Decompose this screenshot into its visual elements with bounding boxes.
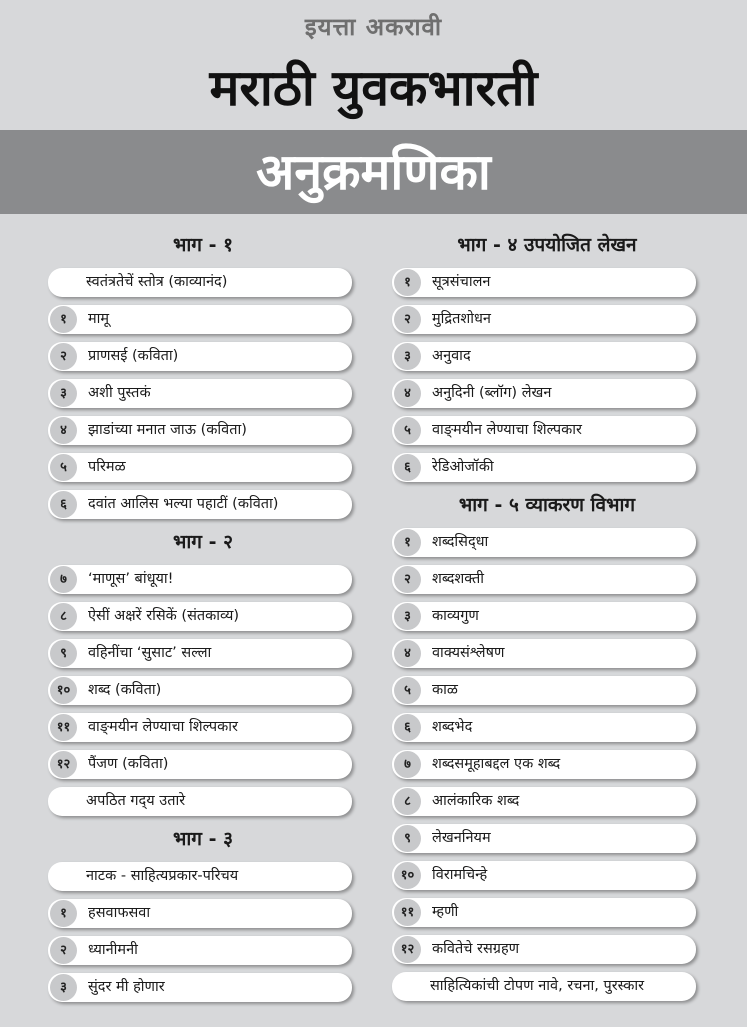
entry-number-badge: ३	[50, 974, 77, 1001]
entry-title: झाडांच्या मनात जाऊ (कविता)	[88, 422, 247, 438]
entry-number-badge: २	[50, 937, 77, 964]
entry-title: साहित्यिकांची टोपण नावे, रचना, पुरस्कार	[430, 978, 645, 994]
contents-entry[interactable]	[392, 676, 696, 705]
entry-title: नाटक - साहित्यप्रकार-परिचय	[86, 868, 239, 884]
contents-entry[interactable]	[48, 565, 352, 594]
contents-entry[interactable]	[392, 824, 696, 853]
entry-number-badge: ५	[394, 677, 421, 704]
entry-number-badge: १	[50, 900, 77, 927]
section-heading: भाग - ३	[173, 828, 233, 850]
section-heading: भाग - ४ उपयोजित लेखन	[457, 234, 637, 256]
entry-title: स्वतंत्रतेचें स्तोत्र (काव्यानंद)	[86, 274, 228, 290]
entry-title: अशी पुस्तकं	[88, 385, 151, 401]
contents-entry[interactable]	[48, 676, 352, 705]
entry-number-badge: २	[50, 343, 77, 370]
right-column	[392, 226, 702, 1009]
entry-number-badge: ११	[50, 714, 77, 741]
contents-entry[interactable]	[392, 935, 696, 964]
contents-entry[interactable]	[48, 379, 352, 408]
contents-entry[interactable]	[392, 565, 696, 594]
contents-entry[interactable]	[392, 713, 696, 742]
entry-number-badge: १२	[50, 751, 77, 778]
contents-entry[interactable]	[48, 862, 352, 891]
entry-number-badge: ७	[394, 751, 421, 778]
entry-title: रेडिओजॉकी	[432, 459, 494, 475]
entry-title: अपठित गद्‌य उतारे	[86, 793, 186, 809]
contents-entry[interactable]	[48, 490, 352, 519]
entry-number-badge: १०	[394, 862, 421, 889]
entry-number-badge: ८	[394, 788, 421, 815]
entry-title: लेखननियम	[432, 830, 491, 846]
entry-title: शब्दभेद	[432, 719, 473, 735]
contents-entry[interactable]	[48, 639, 352, 668]
entry-number-badge: ३	[394, 603, 421, 630]
entry-number-badge: ९	[50, 640, 77, 667]
entry-title: आलंकारिक शब्द	[432, 793, 520, 809]
contents-entry[interactable]	[48, 973, 352, 1002]
entry-title: मामू	[88, 311, 110, 327]
entry-title: सूत्रसंचालन	[432, 274, 491, 290]
entry-title: शब्दशक्ती	[432, 571, 485, 587]
entry-number-badge: ११	[394, 899, 421, 926]
entry-number-badge: ३	[394, 343, 421, 370]
contents-entry[interactable]	[48, 602, 352, 631]
contents-entry[interactable]	[392, 342, 696, 371]
entry-title: शब्दसिद्‌धा	[432, 534, 489, 550]
section-heading: भाग - २	[173, 531, 233, 553]
entry-number-badge: ६	[50, 491, 77, 518]
contents-entry[interactable]	[48, 936, 352, 965]
entry-title: अनुदिनी (ब्लॉग) लेखन	[432, 385, 552, 401]
entry-title: वाङ्‌मयीन लेण्याचा शिल्पकार	[88, 719, 238, 735]
book-title: मराठी युवकभारती	[209, 59, 538, 117]
contents-entry[interactable]	[392, 528, 696, 557]
entry-number-badge: १	[394, 269, 421, 296]
entry-title: काव्यगुण	[432, 608, 479, 624]
entry-title: ध्यानीमनी	[88, 942, 138, 958]
entry-title: सुंदर मी होणार	[88, 979, 165, 995]
class-subtitle: इयत्ता अकरावी	[304, 13, 443, 41]
contents-entry[interactable]	[392, 416, 696, 445]
entry-number-badge: ६	[394, 714, 421, 741]
contents-entry[interactable]	[48, 787, 352, 816]
entry-number-badge: ९	[394, 825, 421, 852]
entry-title: काळ	[432, 682, 458, 698]
entry-title: पैंजण (कविता)	[88, 756, 169, 772]
contents-entry[interactable]	[392, 639, 696, 668]
entry-title: ‘माणूस’ बांधूया!	[88, 571, 174, 587]
left-column	[48, 226, 358, 1010]
entry-number-badge: २	[394, 306, 421, 333]
entry-title: शब्द (कविता)	[88, 682, 162, 698]
entry-number-badge: ५	[50, 454, 77, 481]
entry-number-badge: १०	[50, 677, 77, 704]
contents-entry[interactable]	[48, 342, 352, 371]
contents-entry[interactable]	[48, 713, 352, 742]
contents-heading: अनुक्रमणिका	[256, 143, 491, 201]
contents-entry[interactable]	[392, 750, 696, 779]
contents-entry[interactable]	[48, 453, 352, 482]
entry-title: प्राणसई (कविता)	[88, 348, 179, 364]
entry-title: परिमळ	[88, 459, 126, 475]
entry-title: ऐसीं अक्षरें रसिकें (संतकाव्य)	[88, 608, 240, 624]
entry-number-badge: १	[394, 529, 421, 556]
entry-number-badge: ७	[50, 566, 77, 593]
contents-entry[interactable]	[48, 899, 352, 928]
entry-title: कवितेचे रसग्रहण	[432, 941, 520, 957]
entry-title: अनुवाद	[432, 348, 471, 364]
contents-banner	[0, 130, 747, 214]
entry-number-badge: २	[394, 566, 421, 593]
contents-entry[interactable]	[392, 305, 696, 334]
contents-entry[interactable]	[392, 379, 696, 408]
contents-entry[interactable]	[392, 787, 696, 816]
contents-entry[interactable]	[48, 750, 352, 779]
contents-entry[interactable]	[392, 602, 696, 631]
entry-number-badge: ४	[50, 417, 77, 444]
contents-entry[interactable]	[392, 861, 696, 890]
entry-number-badge: ४	[394, 380, 421, 407]
section-heading: भाग - ५ व्याकरण विभाग	[458, 494, 636, 516]
entry-number-badge: ६	[394, 454, 421, 481]
contents-entry[interactable]	[48, 416, 352, 445]
contents-entry[interactable]	[48, 305, 352, 334]
entry-title: मुद्रितशोधन	[432, 311, 491, 327]
contents-entry[interactable]	[392, 268, 696, 297]
entry-title: दवांत आलिस भल्या पहाटीं (कविता)	[88, 496, 279, 512]
entry-title: शब्दसमूहाबद्दल एक शब्द	[432, 756, 561, 772]
entry-number-badge: १२	[394, 936, 421, 963]
page-header	[0, 0, 747, 130]
contents-entry[interactable]	[392, 972, 696, 1001]
section-heading: भाग - १	[173, 234, 233, 256]
entry-number-badge: १	[50, 306, 77, 333]
entry-number-badge: ३	[50, 380, 77, 407]
entry-number-badge: ५	[394, 417, 421, 444]
entry-title: म्हणी	[432, 904, 459, 920]
entry-number-badge: ८	[50, 603, 77, 630]
entry-title: हसवाफसवा	[88, 905, 151, 921]
entry-number-badge: ४	[394, 640, 421, 667]
entry-title: विरामचिन्हे	[432, 867, 488, 883]
contents-entry[interactable]	[392, 898, 696, 927]
contents-entry[interactable]	[392, 453, 696, 482]
entry-title: वाक्यसंश्लेषण	[432, 645, 505, 661]
entry-title: वहिनींचा ‘सुसाट’ सल्ला	[88, 645, 212, 661]
contents-entry[interactable]	[48, 268, 352, 297]
entry-title: वाङ्‌मयीन लेण्याचा शिल्पकार	[432, 422, 582, 438]
